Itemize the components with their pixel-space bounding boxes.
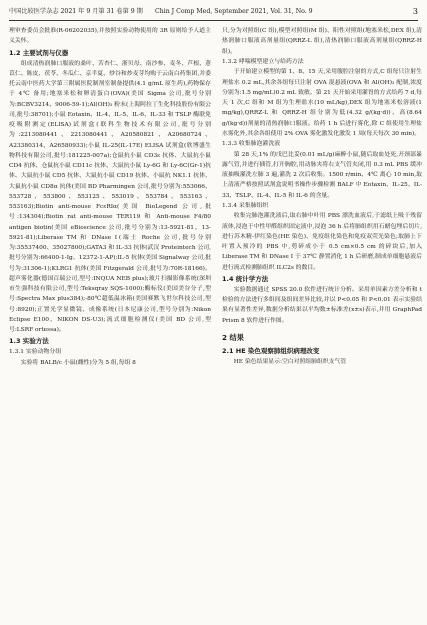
intro-paragraph: 理审查委员会批准(R-06202035),并按照实验动物使用的 3R 原则给予人道主义关怀。 [9, 28, 211, 45]
running-header [9, 6, 418, 18]
journal-title-en: Chin J Comp Med, September 2021, Vol. 31, No. 9 [155, 8, 313, 15]
section-1-4-heading: 1.4 统计学方法 [222, 274, 269, 283]
subsection-1-3-1-heading: 1.3.1 实验动物分组 [9, 349, 62, 356]
section-2-1-heading: 2.1 HE 染色观察肺组织病理改变 [222, 346, 320, 355]
page-number: 3 [412, 7, 418, 16]
subsection-1-3-2-heading: 1.3.2 哮喘模型建立与给药方法 [222, 58, 304, 65]
section-1-4-body: 实验数据通过 SPSS 20.0 软件进行统计分析。采用单因素方差分析和 t 检验的方法进行多组间及组间差异比较,并以 P<0.05 和 P<0.01 表示实验结果有显著性差异,数据分析结果以平均数±标准差(x±s)表示,并用 GraphPad Prism 8 软件进行作图。 [222, 286, 422, 324]
subsection-1-3-1-body: 实验将 BALB/c 小鼠(雌性)分为 5 组,每组 8 [20, 359, 136, 366]
journal-title-cn: 中国比较医学杂志 2021 年 9 月第 31 卷第 9 期 [9, 8, 143, 15]
subsection-1-3-4-heading: 1.3.4 采集肺组织 [222, 202, 269, 209]
section-1-2-body: 组成清热润肺口服液的桑叶、苦杏仁、浙贝母、南沙参、麦冬、芦根、薏苡仁、陈皮、茯苓、冬瓜仁、京半夏、炒谷和炒麦芽均购于云南白药集团,并委托云南中医药大学第三附属医院制剂室制备提供(4.1 g/mL 原生药),药物保存于 4℃ 备用;地塞米松和卵清蛋白(OVA)(美国 Sigma 公司,批号分别为:BCBV3214、9006-59-1);Al(OH)₃ 粉末(上海阿拉丁生化科技股份有限公司,批号:38701);小鼠 Eotaxin、IL-4、IL-5、IL-6、IL-33 和 TSLP 酶联免疫吸附测定(ELISA)试剂盒(联科生物技术有限公司,批号分别为:2213080441、2213080441、A20580821、A20680724、A23380314、A26580933);小鼠 IL-25(IL-17E) ELISA 试剂盒(欣博盛生物科技有限公司,批号:181225-007a);仓鼠抗小鼠 CD3ε 抗体、大鼠抗小鼠 CD4 抗体、仓鼠抗小鼠 CD11c 抗体、大鼠抗小鼠 Ly-6G 和 Ly-6C(Gr-1)抗体、大鼠抗小鼠 CD5 抗体、大鼠抗小鼠 CD19 抗体、小鼠抗 NK1.1 抗体、大鼠抗小鼠 CD8α 抗体(美国 BD Pharmingen 公司,批号分别为:553066、553728、553800、553125、553019、553784、553163、553163);Biotin anti-mouse FcεRIα(美国 BioLegend 公司,批号:134304);Biotin rat anti-mouse TER119 和 Anti-mouse F4/80 antigen biotin(美国 eBioscience 公司,批号分别为:13-5921-81、13-5921-81);Liberase TM 和 DNase Ⅰ(瑞士 Roche 公司,批号分别为:35537400、35027800);GATA3 和 IL-33 抗体(武汉 Proteintech 公司,批号分别为:66400-1-Ig、12372-1-AP);IL-5 抗体(美国 Signalway 公司,批号为:31306-1);KLRG1 抗体(美国 Fitzgerald 公司,批号为:70R-18166)。超声雾化器(德国百瑞公司,型号:INQUA NEB plus);玻片扫描影像系统(深圳市生强科技有限公司,型号:Teksqray SQS-1000);酶标仪(美国美谷分子,型号:Spectra Max plus384);-80℃超低温冰箱(美国赛默飞世尔科技公司,型号:8920);正置光学显微镜、成像系统(日本尼康公司,型号分别为:Nikon Eclipse E100、NIKON DS-U3);流式细胞检测仪(美国 BD 公司,型号:LSRF ortessa)。 [9, 60, 211, 333]
subsection-1-3-3-body: 第 28 天,1% 的戊巴比妥(0.01 mL/g)麻醉小鼠,随后取血处死,开颈部暴露气管,并进行插管,打开胸腔,用动脉夹将右支气管夹闭,用 0.3 mL PBS 缓冲液抽吸灌洗左肺 3 遍,灌洗 2 次后收集。1500 r/min、4℃ 离心 10 min,取上清液严格按照试剂盒说明书操作步骤检测 BALF 中 Eotaxin、IL-25、IL-33、TSLP、IL-4、IL-5 和 IL-6 的含量。 [222, 151, 422, 199]
section-2-heading: 2 结果 [222, 332, 244, 342]
right-column [222, 26, 422, 367]
section-1-3-heading: 1.3 实验方法 [9, 337, 49, 346]
subsection-1-3-4-body: 收集完肺泡灌洗液后,取右肺中叶用 PBS 漂洗血液后,于滤纸上吸干残留液体,浸泡于中性甲醛组织固定液中,浸泡 36 h 后将肺组织用石蜡包埋后切片,进行苏木精-伊红染色(HE 染色)、免疫组化染色和免疫双荧光染色;取肺上下叶置入预冷的 PBS 中,剪碎成小于 0.5 cm×0.5 cm 的碎块后,加入 Liberase TM 和 DNase Ⅰ 于 37℃ 静置消化 1 h 后研磨,制成单细胞悬液后进行流式检测肺组织 ILC2s 的数目。 [222, 213, 422, 271]
subsection-1-3-2-body: 于开始建立模型的第 1、8、15 天,采用腹腔注射的方式,C 组每只注射生理盐水 0.2 mL,其余各组每只注射 OVA 混悬液(OVA 和 Al(OH)₃ 配制,浓度分别为:1.5 mg/mL)0.2 mL 致敏。第 21 天开始采用灌胃的方式给药 7 d,每天 1 次,C 组和 M 组为生理盐水(10 mL/kg),DEX 组为地塞米松溶液(1 mg/kg),QRRZ-L 和 QRRZ-H 组分别为低(4.32 g/(kg·d))、高(8.64 g/(kg·d))剂量的清热润肺口服液。给药 1 h 后进行雾化,除 C 组使用生理盐水雾化外,其余各组使用 2% OVA 雾化激发化激发 1 周(每天每次 30 min)。 [222, 69, 422, 137]
section-2-1-body: HE 染色结果显示:空白对照组肺组织支气管 [233, 358, 347, 365]
subsection-1-3-3-heading: 1.3.3 收集肺泡灌洗液 [222, 141, 281, 147]
grouping-continuation: 只,分为对照组(C 组),模型对照组(M 组)、阳性对照组(地塞米松,DEX 组),清热润肺口服液高剂量组(QRRZ-L 组),清热润肺口服液高剂量组(QRRZ-H 组)。 [222, 28, 422, 55]
header-rule [9, 20, 418, 21]
section-1-2-heading: 1.2 主要试剂与仪器 [9, 48, 69, 57]
left-column [9, 26, 211, 368]
